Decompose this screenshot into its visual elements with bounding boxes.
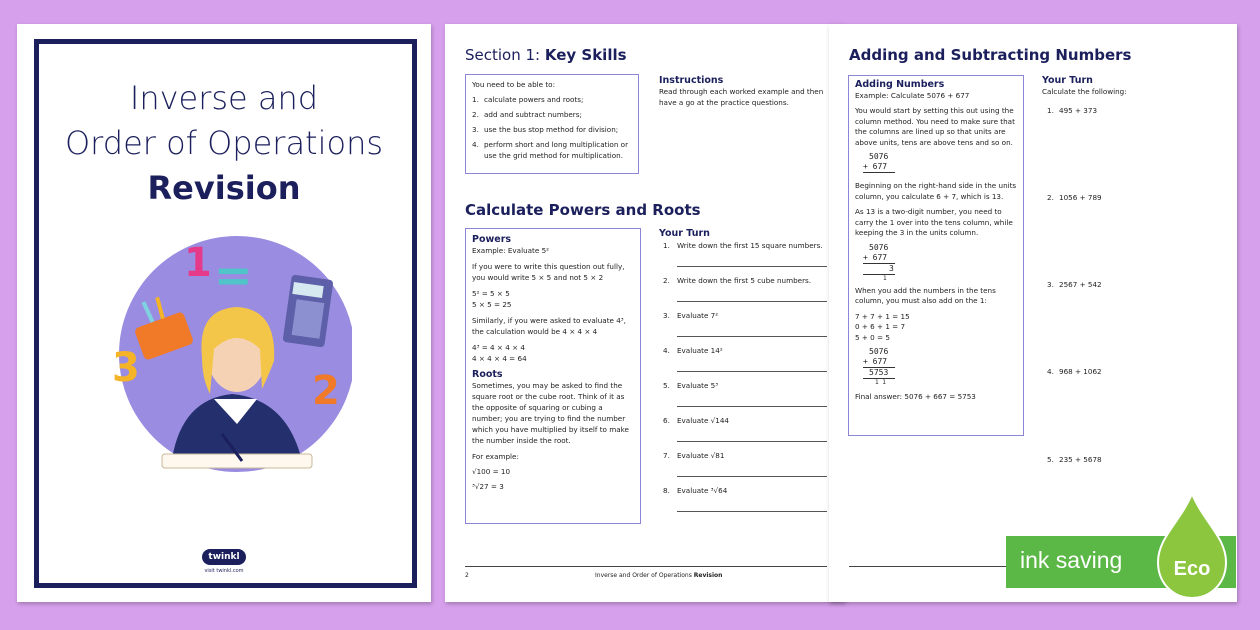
page3-title: Adding and Subtracting Numbers	[849, 46, 1132, 64]
instructions-heading: Instructions	[659, 75, 724, 86]
section-title: Key Skills	[544, 46, 627, 64]
art-number-3: 3	[112, 345, 140, 391]
powers-example: Example: Evaluate 5²	[472, 246, 550, 255]
cover-title-line2: Order of Operations	[64, 124, 384, 162]
powers-paragraph: Similarly, if you were asked to evaluate 4³, the calculation would be 4 × 4 × 4	[472, 316, 626, 336]
section-prefix: Section 1:	[465, 46, 545, 64]
powers-roots-heading: Calculate Powers and Roots	[465, 201, 701, 219]
student-illustration	[102, 229, 352, 499]
your-turn-heading: Your Turn	[659, 228, 710, 239]
sum-line: 5 + 0 = 5	[855, 332, 890, 342]
powers-line: 5 × 5 = 25	[472, 300, 512, 309]
instructions-text: Read through each worked example and then have a go at the practice questions.	[659, 87, 824, 107]
column-sum-3: 5076 + 677 5753 1 1	[855, 347, 1017, 386]
question-item: 1. Write down the first 15 square numbers.	[663, 241, 823, 250]
powers-paragraph: If you were to write this question out fully, you would write 5 × 5 and not 5 × 2	[472, 262, 625, 282]
question-item: 6. Evaluate √144	[663, 416, 729, 425]
sum-line: 7 + 7 + 1 = 15	[855, 311, 910, 321]
art-equals: =	[214, 248, 253, 302]
question-item: 5. Evaluate 5³	[663, 381, 719, 390]
cover-title	[17, 76, 431, 211]
powers-line: 4³ = 4 × 4 × 4	[472, 343, 525, 352]
question-item: 2. 1056 + 789	[1047, 193, 1102, 202]
powers-line: 5² = 5 × 5	[472, 289, 510, 298]
question-item: 7. Evaluate √81	[663, 451, 725, 460]
footer-rule	[849, 566, 1024, 567]
eco-tag: Eco	[1173, 558, 1211, 580]
twinkl-logo	[17, 544, 431, 574]
answer-line[interactable]	[677, 371, 827, 372]
art-number-1: 1	[184, 240, 212, 286]
roots-for-example: For example:	[472, 452, 519, 461]
powers-line: 4 × 4 × 4 = 64	[472, 354, 527, 363]
answer-line[interactable]	[677, 301, 827, 302]
roots-line: ³√27 = 3	[472, 482, 504, 491]
twinkl-url: visit twinkl.com	[204, 568, 244, 574]
adding-paragraph: As 13 is a two-digit number, you need to carry the 1 over into the tens column, while keeping the 3 in the units column.	[855, 207, 1013, 237]
adding-paragraph: You would start by setting this out using the column method. You need to make sure that the columns are lined up so that units are above units, tens are above tens and so on.	[855, 106, 1015, 147]
footer-page-number: 2	[465, 572, 469, 579]
sum-line: 0 + 6 + 1 = 7	[855, 322, 906, 331]
question-item: 4. Evaluate 14²	[663, 346, 723, 355]
cover-page	[17, 24, 431, 602]
instructions-block	[659, 75, 837, 108]
adding-example: Example: Calculate 5076 + 677	[855, 90, 970, 100]
question-item: 5. 235 + 5678	[1047, 455, 1102, 464]
column-sum-2: 5076 + 677 3 1	[863, 242, 894, 282]
answer-line[interactable]	[677, 336, 827, 337]
adding-paragraph: Beginning on the right-hand side in the units column, you calculate 6 + 7, which is 13.	[855, 181, 1017, 201]
cover-title-line1: Inverse and	[129, 79, 319, 117]
your-turn-intro: Calculate the following:	[1042, 87, 1127, 96]
powers-heading: Powers	[472, 234, 512, 245]
question-item: 2. Write down the first 5 cube numbers.	[663, 276, 812, 285]
answer-line[interactable]	[677, 406, 827, 407]
roots-paragraph: Sometimes, you may be asked to find the square root or the cube root. Think of it as the opposite of squaring or cubing a number; you are trying to find the number which you have multiplied by itself to make the number inside the root.	[472, 381, 629, 445]
footer-rule	[465, 566, 827, 567]
column-sum-1: 5076 + 677	[855, 152, 1017, 173]
eco-label: ink saving	[1020, 547, 1123, 573]
page-key-skills	[445, 24, 845, 602]
skills-box	[465, 74, 639, 174]
skills-intro: You need to be able to:	[472, 80, 555, 89]
eco-drop-icon	[1154, 492, 1230, 602]
adding-paragraph: When you add the numbers in the tens column, you must also add on the 1:	[855, 285, 996, 305]
adding-box	[848, 75, 1024, 436]
answer-line[interactable]	[677, 476, 827, 477]
final-answer: Final answer: 5076 + 667 = 5753	[855, 392, 976, 401]
skill-item: 3. use the bus stop method for division;	[472, 125, 619, 134]
art-number-2: 2	[312, 368, 340, 414]
answer-line[interactable]	[677, 511, 827, 512]
skill-item: 2. add and subtract numbers;	[472, 110, 582, 119]
your-turn-block	[1042, 75, 1222, 97]
skill-item: 4. perform short and long multiplication or use the grid method for multiplication.	[472, 140, 629, 160]
powers-roots-box	[465, 228, 641, 524]
question-item: 4. 968 + 1062	[1047, 367, 1102, 376]
roots-line: √100 = 10	[472, 467, 511, 476]
section-heading	[465, 46, 627, 64]
skill-item: 1. calculate powers and roots;	[472, 95, 584, 104]
question-item: 3. Evaluate 7²	[663, 311, 719, 320]
question-item: 8. Evaluate ³√64	[663, 486, 728, 495]
roots-heading: Roots	[472, 369, 503, 380]
adding-heading: Adding Numbers	[855, 79, 945, 90]
answer-line[interactable]	[677, 441, 827, 442]
question-item: 1. 495 + 373	[1047, 106, 1098, 115]
question-item: 3. 2567 + 542	[1047, 280, 1102, 289]
footer-title: Inverse and Order of Operations Revision	[595, 572, 723, 579]
twinkl-badge: twinkl	[202, 549, 245, 565]
cover-title-line3: Revision	[147, 169, 301, 207]
your-turn-heading: Your Turn	[1042, 75, 1093, 86]
answer-line[interactable]	[677, 266, 827, 267]
ink-saving-badge	[1006, 536, 1250, 588]
